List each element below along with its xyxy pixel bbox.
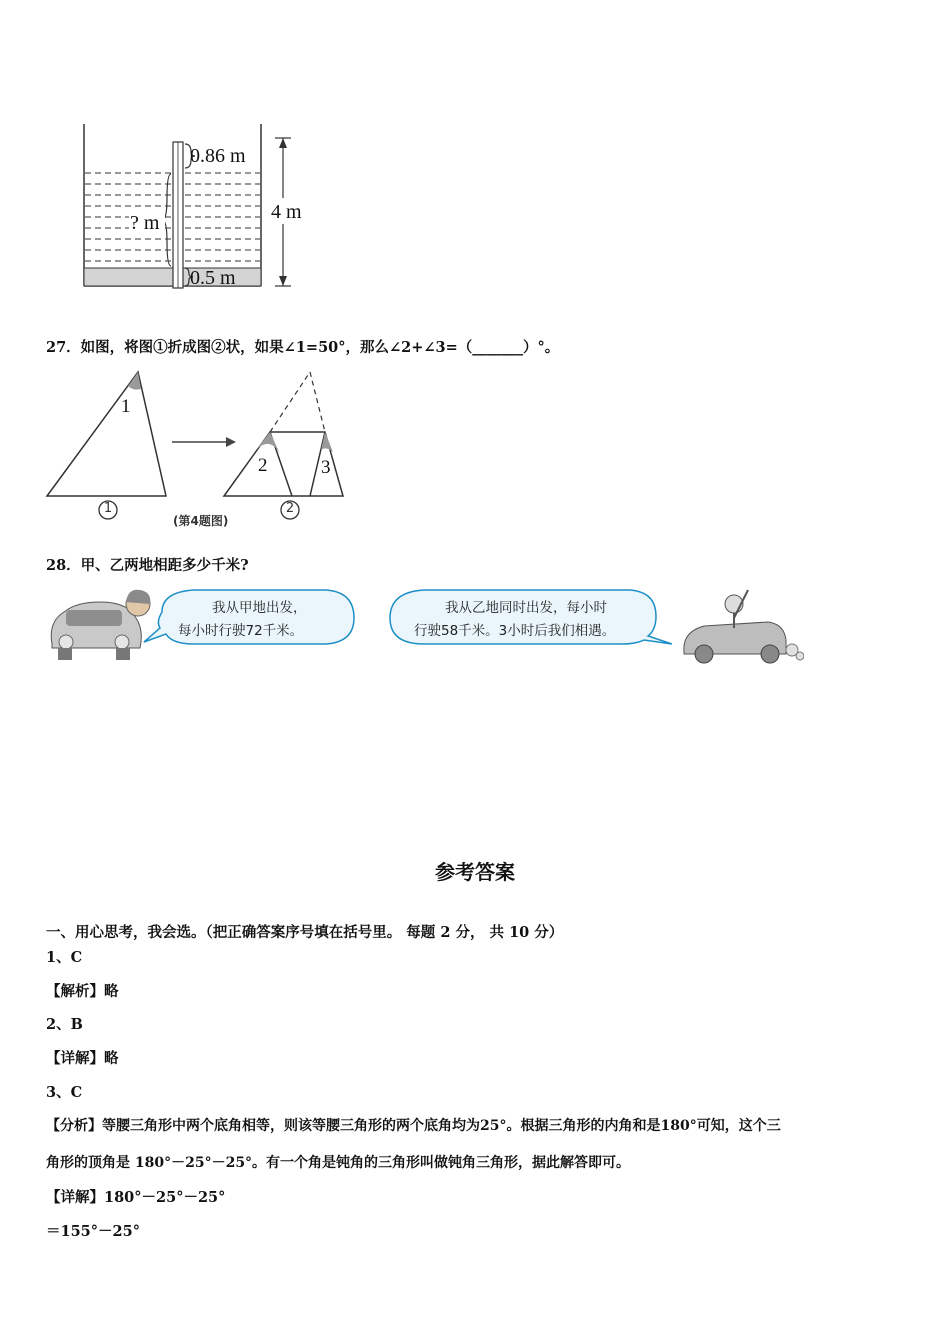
bubble-1-line-2: 每小时行驶72千米。 <box>178 623 304 639</box>
answer-3-analysis-line-2: 角形的顶角是 180°－25°－25°。有一个角是钝角的三角形叫做钝角三角形，据此解答即可。 <box>46 1155 631 1171</box>
question-27-text: 27．如图，将图①折成图②状，如果∠1=50°，那么∠2+∠3=（_______）°。 <box>46 339 560 356</box>
section-1-heading: 一、用心思考，我会选。（把正确答案序号填在括号里。 每题 2 分， 共 10 分） <box>46 924 564 941</box>
figure-2-label: 2 <box>285 501 295 516</box>
answer-2: 2、B <box>46 1016 83 1033</box>
answer-3: 3、C <box>46 1084 83 1101</box>
tank-label-total: 4 m <box>271 201 302 223</box>
angle-1-label: 1 <box>121 396 131 417</box>
car-right-icon <box>684 590 804 663</box>
bubble-2-line-1: 我从乙地同时出发，每小时 <box>445 600 607 616</box>
tank-label-top: 0.86 m <box>190 145 246 167</box>
answer-3-step: ＝155°－25° <box>46 1223 140 1240</box>
answer-3-analysis-line-1: 【分析】等腰三角形中两个底角相等，则该等腰三角形的两个底角均为25°。根据三角形的内角和是180°可知，这个三 <box>46 1118 781 1134</box>
answer-1-note: 【解析】略 <box>46 983 119 1000</box>
angle-3-label: 3 <box>321 457 331 478</box>
angle-2-label: 2 <box>258 455 268 476</box>
question-28-text: 28．甲、乙两地相距多少千米? <box>46 557 249 574</box>
tank-label-unknown: ? m <box>130 212 160 234</box>
car-left-icon <box>51 590 150 660</box>
answer-2-note: 【详解】略 <box>46 1050 119 1067</box>
bubble-1-line-1: 我从甲地出发， <box>212 600 307 616</box>
figure-caption: (第4题图) <box>173 514 229 528</box>
answers-title: 参考答案 <box>435 860 515 884</box>
fold-triangle-figure <box>40 364 360 534</box>
bubble-2-line-2: 行驶58千米。3小时后我们相遇。 <box>414 623 616 639</box>
answer-1: 1、C <box>46 949 83 966</box>
tank-label-bottom: 0.5 m <box>190 267 236 289</box>
figure-1-label: 1 <box>103 501 113 516</box>
answer-3-detail: 【详解】180°－25°－25° <box>46 1189 226 1206</box>
